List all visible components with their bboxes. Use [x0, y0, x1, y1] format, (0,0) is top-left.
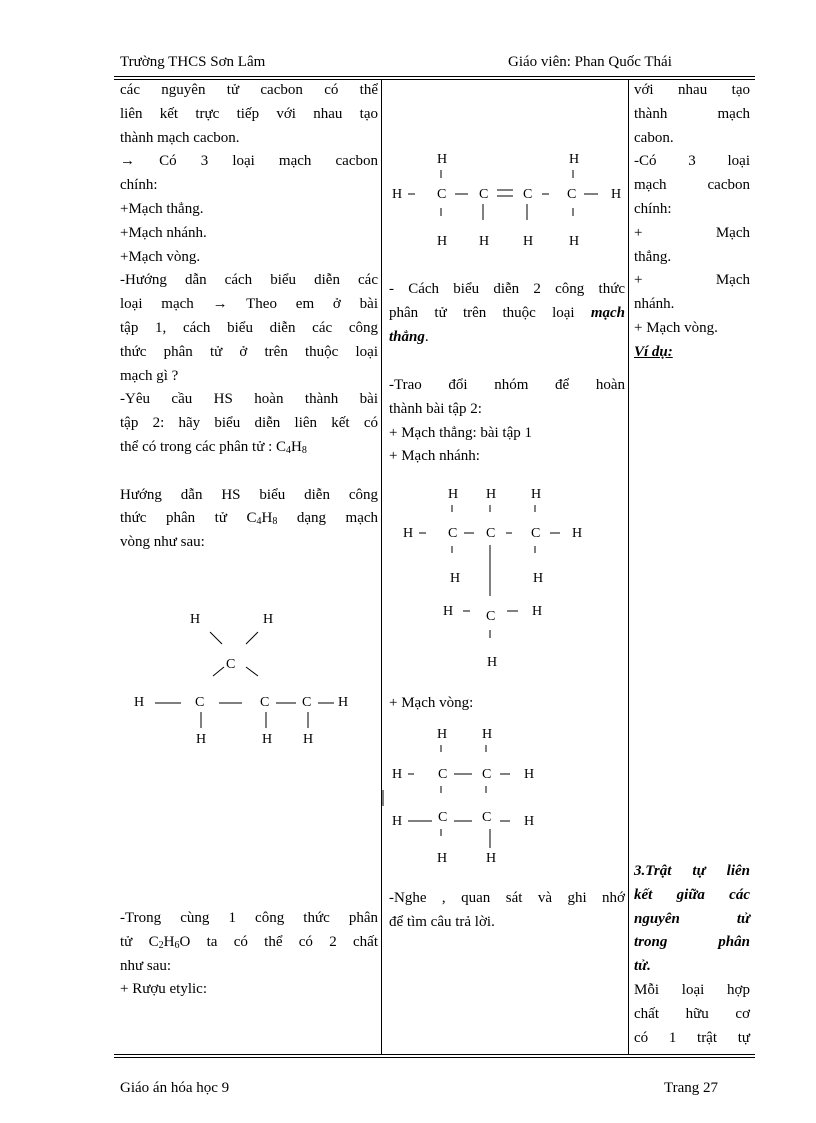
straight-chain-formula: [392, 152, 621, 249]
svg-text:H: H: [524, 814, 535, 829]
svg-text:H: H: [486, 851, 497, 866]
text-line: tử $C_2H_6O$ ta có thể có 2 chất: [120, 933, 379, 951]
svg-text:C: C: [438, 810, 448, 825]
svg-text:C: C: [523, 187, 533, 202]
svg-text:H: H: [437, 152, 448, 167]
svg-text:C: C: [437, 187, 447, 202]
text-line: -Yêu cầu HS hoàn thành bài: [120, 391, 378, 408]
text-line: để tìm câu trả lời.: [389, 913, 495, 930]
svg-text:H: H: [262, 732, 273, 747]
ring-formula-col2: [392, 727, 534, 866]
svg-text:H: H: [611, 187, 622, 202]
text-line: thức phân tử $C_4H_8$ dạng mạch: [120, 510, 379, 528]
svg-text:C: C: [448, 526, 458, 541]
svg-text:C: C: [302, 695, 312, 710]
svg-text:C: C: [260, 695, 270, 710]
svg-text:H: H: [450, 571, 461, 586]
text-line: mạch gì ?: [120, 367, 179, 384]
text-line: vòng như sau:: [120, 534, 205, 551]
text-line: + Mạch: [634, 272, 750, 289]
svg-text:H: H: [486, 487, 497, 502]
svg-text:C: C: [226, 657, 236, 672]
text-line: như sau:: [120, 957, 172, 974]
svg-text:H: H: [303, 732, 314, 747]
text-line: kết giữa các: [634, 886, 750, 903]
header-teacher: Giáo viên: Phan Quốc Thái: [508, 54, 672, 70]
text-line: chính:: [634, 200, 672, 217]
text-line: nguyên tử: [634, 910, 750, 927]
text-line: loại mạch → Theo em ở bài: [120, 296, 378, 313]
text-line: -Trong cùng 1 công thức phân: [120, 910, 378, 926]
text-line: -Trao đổi nhóm để hoàn: [389, 377, 625, 393]
svg-text:H: H: [392, 187, 403, 202]
svg-text:H: H: [403, 526, 414, 541]
svg-text:C: C: [567, 187, 577, 202]
branched-chain-formula: [403, 487, 582, 670]
text-line: + Mạch thẳng: bài tập 1: [389, 424, 533, 441]
text-line: + Mạch vòng.: [634, 319, 718, 336]
text-line: + Mạch vòng:: [389, 695, 474, 711]
ring-formula-col1: [134, 612, 348, 747]
svg-text:H: H: [531, 487, 542, 502]
text-line: liên kết trực tiếp với nhau tạo: [120, 105, 378, 122]
svg-text:H: H: [338, 695, 349, 710]
text-line: + Rượu etylic:: [120, 981, 208, 998]
svg-text:H: H: [437, 234, 448, 249]
text-line: + Mạch nhánh:: [389, 448, 480, 465]
svg-text:C: C: [531, 526, 541, 541]
text-line: mạch cacbon: [634, 177, 750, 194]
svg-text:H: H: [392, 814, 403, 829]
svg-text:C: C: [482, 810, 492, 825]
svg-text:H: H: [523, 234, 534, 249]
text-line: các nguyên tử cacbon có thể: [120, 82, 378, 98]
text-line: nhánh.: [634, 296, 675, 313]
text-line: thẳng.: [389, 328, 429, 345]
svg-text:H: H: [134, 695, 145, 710]
svg-text:C: C: [479, 187, 489, 202]
svg-text:H: H: [263, 612, 274, 627]
text-line: thành bài tập 2:: [389, 400, 482, 417]
svg-text:H: H: [487, 655, 498, 670]
svg-text:H: H: [190, 612, 201, 627]
svg-text:C: C: [486, 526, 496, 541]
text-line: tập 2: hãy biểu diễn liên kết có: [120, 415, 378, 432]
text-line: thể có trong các phân tử : $C_4H_8$: [120, 438, 307, 456]
svg-text:C: C: [482, 767, 492, 782]
text-line: → Có 3 loại mạch cacbon: [120, 153, 378, 170]
text-line: -Nghe , quan sát và ghi nhớ: [389, 890, 625, 906]
text-line: -Hướng dẫn cách biểu diễn các: [120, 272, 378, 289]
svg-text:H: H: [443, 604, 454, 619]
text-line: chất hữu cơ: [634, 1005, 750, 1022]
svg-text:H: H: [196, 732, 207, 747]
svg-text:H: H: [569, 152, 580, 167]
text-line: +Mạch thẳng.: [120, 200, 204, 217]
svg-text:C: C: [195, 695, 205, 710]
text-line: trong phân: [634, 934, 750, 951]
text-line: phân tử trên thuộc loại mạch: [389, 304, 625, 321]
svg-text:H: H: [448, 487, 459, 502]
text-line: thành mạch cacbon.: [120, 129, 240, 146]
text-line: Mỗi loại hợp: [634, 981, 750, 998]
svg-text:H: H: [482, 727, 493, 742]
footer-subject: Giáo án hóa học 9: [120, 1080, 230, 1096]
header-school: Trường THCS Sơn Lâm: [120, 54, 266, 70]
text-line: có 1 trật tự: [634, 1029, 750, 1046]
svg-text:H: H: [479, 234, 490, 249]
text-line: thành mạch: [634, 105, 750, 122]
text-line: tập 1, cách biểu diễn các công: [120, 319, 378, 336]
text-line: thẳng.: [634, 248, 672, 265]
svg-text:H: H: [533, 571, 544, 586]
svg-text:C: C: [438, 767, 448, 782]
text-line: chính:: [120, 177, 158, 194]
svg-text:H: H: [572, 526, 583, 541]
svg-text:H: H: [392, 767, 403, 782]
example-heading: Ví dụ:: [634, 343, 673, 360]
text-line: thức phân tử ở trên thuộc loại: [120, 343, 378, 360]
text-line: +Mạch vòng.: [120, 248, 201, 265]
text-line: - Cách biểu diễn 2 công thức: [389, 281, 625, 297]
text-line: tử.: [634, 958, 651, 975]
text-line: +Mạch nhánh.: [120, 224, 207, 241]
text-line: + Mạch: [634, 224, 750, 241]
text-line: Hướng dẫn HS biểu diễn công: [120, 486, 378, 503]
svg-text:H: H: [569, 234, 580, 249]
svg-text:H: H: [437, 727, 448, 742]
svg-text:C: C: [486, 609, 496, 624]
svg-text:H: H: [437, 851, 448, 866]
svg-text:H: H: [532, 604, 543, 619]
text-line: 3.Trật tự liên: [634, 863, 750, 879]
svg-text:H: H: [524, 767, 535, 782]
text-line: cabon.: [634, 129, 674, 146]
footer-page-number: Trang 27: [664, 1080, 719, 1096]
text-line: với nhau tạo: [634, 82, 750, 98]
text-line: -Có 3 loại: [634, 153, 750, 170]
